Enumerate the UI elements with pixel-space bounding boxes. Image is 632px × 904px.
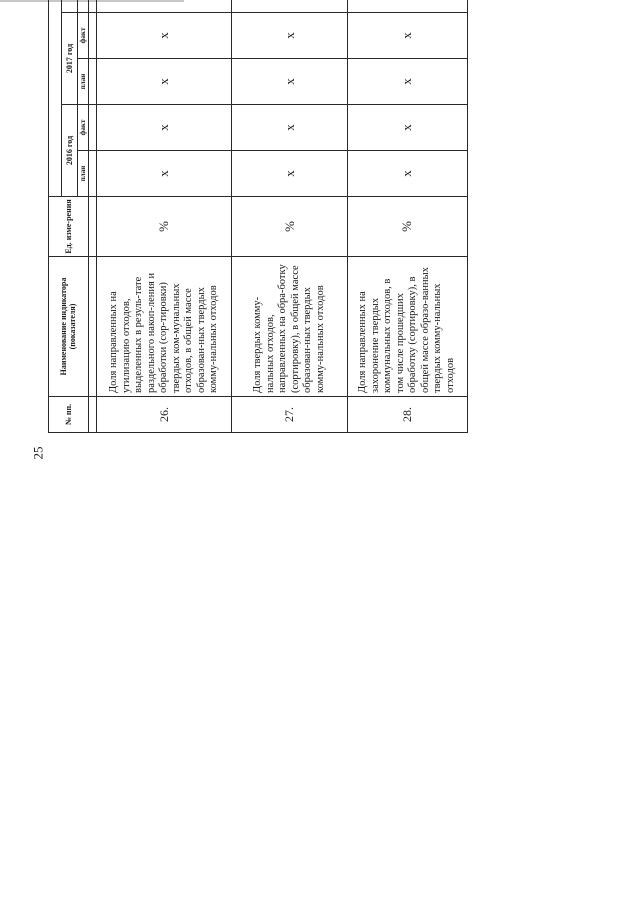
row-number: 28. xyxy=(347,397,467,433)
row-number: 27. xyxy=(232,397,348,433)
header-plan xyxy=(78,0,89,13)
value-cell: х xyxy=(232,59,348,105)
value-cell: х xyxy=(97,105,232,151)
rotated-table-wrapper xyxy=(48,0,468,433)
table-row xyxy=(97,0,232,433)
value-cell: х xyxy=(232,151,348,197)
header-year-2018 xyxy=(61,0,78,13)
indicator-name: Доля направленных на утилизацию отходов, выделенных в резуль-тате раздельного накоп-ления и обработки (сор-тировки) твердых ком-мунальных отходов, в общей массе образован-ных твердых комму-нальных отходов xyxy=(97,257,232,397)
value-cell: х xyxy=(97,13,232,59)
header-fact: факт xyxy=(78,105,89,151)
indicator-name: Доля твердых комму-нальных отходов, направленных на обра-ботку (сортировку), в общей массе образован-ных твердых комму-нальных отходов xyxy=(232,257,348,397)
value-cell: х xyxy=(97,59,232,105)
unit-cell: % xyxy=(347,197,467,257)
header-year-2016: 2016 год xyxy=(61,105,78,197)
header-name: Наименование индикатора (показателя) xyxy=(49,257,89,397)
value-cell: х xyxy=(232,13,348,59)
value-cell: х xyxy=(347,13,467,59)
header-no: № пп. xyxy=(49,397,89,433)
header-unit: Ед. изме-рения xyxy=(49,197,89,257)
header-plan: план xyxy=(78,151,89,197)
header-values-group xyxy=(49,0,62,197)
unit-cell: % xyxy=(97,197,232,257)
value-cell: х xyxy=(347,59,467,105)
indicators-table xyxy=(48,0,468,433)
header-year-2017: 2017 год xyxy=(61,13,78,105)
value-cell: х xyxy=(97,151,232,197)
value-cell xyxy=(97,0,232,13)
page-number: 25 xyxy=(30,446,46,460)
value-cell xyxy=(347,0,467,13)
indicator-name: Доля направленных на захоронение твердых коммунальных отходов, в том числе прошедших обработку (сортировку), в общей массе образо-ванных твердых комму-нальных отходов xyxy=(347,257,467,397)
row-number: 26. xyxy=(97,397,232,433)
value-cell: х xyxy=(232,105,348,151)
table-row xyxy=(232,0,348,433)
header-fact: факт xyxy=(78,13,89,59)
table-row xyxy=(347,0,467,433)
value-cell: х xyxy=(347,105,467,151)
value-cell: х xyxy=(347,151,467,197)
unit-cell: % xyxy=(232,197,348,257)
header-plan: план xyxy=(78,59,89,105)
value-cell xyxy=(232,0,348,13)
